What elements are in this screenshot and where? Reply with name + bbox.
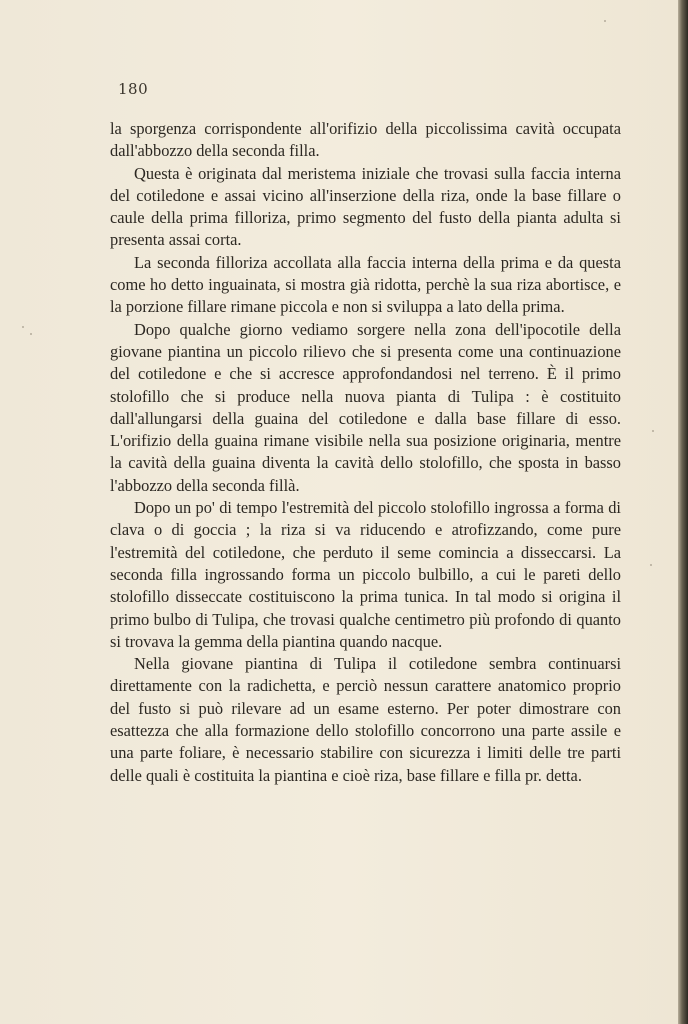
paragraph: La seconda filloriza accollata alla faccia interna della prima e da questa come ho detto inguainata, si mostra già ridotta, perchè la sua riza abortisce, e la porzione fillare rimane piccola e non si sviluppa a lato della prima.	[110, 252, 621, 317]
page-number: 180	[118, 80, 149, 98]
paper-speck	[650, 564, 652, 566]
paper-speck	[604, 20, 606, 22]
paragraph: Questa è originata dal meristema iniziale che trovasi sulla faccia interna del cotiledone e assai vicino all'inserzione della riza, onde la base fillare o caule della prima filloriza, primo segmento del fusto della pianta adulta si presenta assai corta.	[110, 163, 621, 250]
body-text	[110, 118, 621, 787]
paper-speck	[30, 333, 32, 335]
book-spine-edge	[678, 0, 688, 1024]
paper-speck	[22, 326, 24, 328]
paragraph: Dopo un po' di tempo l'estremità del piccolo stolofillo ingrossa a forma di clava o di goccia ; la riza si va riducendo e atrofizzando, come pure l'estremità del cotiledone, che perduto il seme comincia a disseccarsi. La seconda filla ingrossando forma un piccolo bulbillo, a cui le pareti dello stolofillo disseccate costituiscono la prima tunica. In tal modo si origina il primo bulbo di Tulipa, che trovasi qualche centimetro più profondo di quanto si trovava la gemma della piantina quando nacque.	[110, 498, 621, 651]
paragraph: Dopo qualche giorno vediamo sorgere nella zona dell'ipocotile della giovane piantina un piccolo rilievo che si presenta come una continuazione del cotiledone e che si accresce approfondandosi nel terreno. È il primo stolofillo che si produce nella nuova pianta di Tulipa : è costituito dall'allungarsi della guaina del cotiledone e dalla base fillare di esso. L'orifizio della guaina rimane visibile nella sua posizione originaria, mentre la cavità della guaina diventa la cavità dello stolofillo, che sposta in basso l'abbozzo della seconda fillà.	[110, 319, 621, 495]
paragraph: Nella giovane piantina di Tulipa il cotiledone sembra continuarsi direttamente con la radichetta, e perciò nessun carattere anatomico proprio del fusto si può rilevare ad un esame esterno. Per poter dimostrare con esattezza che alla formazione dello stolofillo concorrono una parte assile e una parte foliare, è necessario stabilire con sicurezza i limiti delle tre parti delle quali è costituita la piantina e cioè riza, base fillare e filla pr. detta.	[110, 654, 621, 785]
paper-speck	[652, 430, 654, 432]
paragraph: la sporgenza corrispondente all'orifizio della piccolissima cavità occupata dall'abbozzo della seconda filla.	[110, 119, 621, 161]
